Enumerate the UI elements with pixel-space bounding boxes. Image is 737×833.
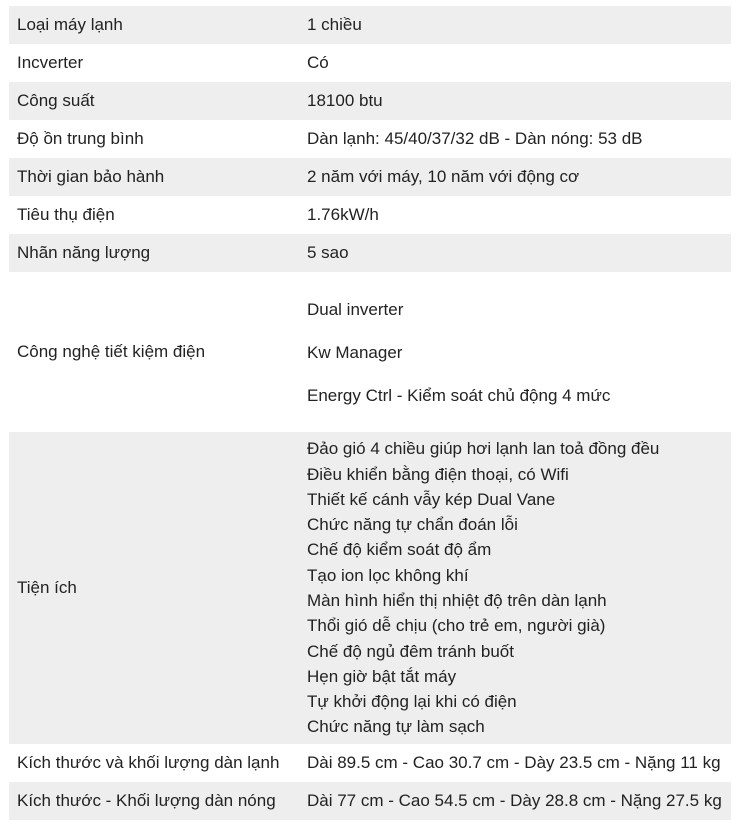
- spec-label: Công suất: [9, 82, 291, 120]
- list-item: Tạo ion lọc không khí: [307, 565, 469, 585]
- spec-row-inverter: [9, 44, 731, 82]
- list-item: Màn hình hiển thị nhiệt độ trên dàn lạnh: [307, 591, 607, 610]
- list-item: Thổi gió dễ chịu (cho trẻ em, người già): [307, 616, 606, 636]
- spec-label: Công nghệ tiết kiệm điện: [17, 342, 206, 361]
- list-item: Kw Manager: [307, 342, 403, 362]
- spec-value: Có: [307, 53, 329, 72]
- spec-value: 18100 btu: [291, 82, 731, 120]
- spec-row-energy-label: [9, 234, 731, 272]
- spec-row-indoor-size: [9, 744, 731, 782]
- spec-value: 1.76kW/h: [307, 205, 379, 224]
- spec-label: Nhãn năng lượng: [9, 234, 291, 272]
- spec-label: Độ ồn trung bình: [17, 129, 144, 148]
- spec-value: 5 sao: [291, 234, 731, 272]
- spec-label: Kích thước và khối lượng dàn lạnh: [17, 753, 280, 772]
- list-item: Tự khởi động lại khi có điện: [307, 692, 517, 712]
- list-item: Chức năng tự chẩn đoán lỗi: [307, 515, 518, 535]
- list-item: Điều khiển bằng điện thoại, có Wifi: [307, 464, 569, 484]
- spec-label: Tiện ích: [9, 432, 291, 744]
- list-item: Energy Ctrl - Kiểm soát chủ động 4 mức: [307, 385, 611, 405]
- spec-label: Tiêu thụ điện: [17, 205, 115, 224]
- list-item: Hẹn giờ bật tắt máy: [307, 666, 457, 686]
- list-item: Thiết kế cánh vẫy kép Dual Vane: [307, 489, 556, 509]
- spec-value-list: [291, 432, 731, 744]
- list-item: Chế độ ngủ đêm tránh buốt: [307, 641, 514, 661]
- list-item: Chức năng tự làm sạch: [307, 717, 485, 737]
- spec-label: Thời gian bảo hành: [9, 158, 291, 196]
- spec-row-capacity: [9, 82, 731, 120]
- spec-label: Loại máy lạnh: [9, 6, 291, 44]
- list-item: Đảo gió 4 chiều giúp hơi lạnh lan toả đồng đều: [307, 439, 660, 459]
- spec-value: Dài 77 cm - Cao 54.5 cm - Dày 28.8 cm - Nặng 27.5 kg: [291, 782, 731, 820]
- spec-row-energy-tech: [9, 272, 731, 432]
- spec-label: Incverter: [17, 53, 84, 72]
- spec-row-noise: [9, 120, 731, 158]
- spec-label: Kích thước - Khối lượng dàn nóng: [9, 782, 291, 820]
- spec-value: 1 chiều: [291, 6, 731, 44]
- spec-value: Dàn lạnh: 45/40/37/32 dB - Dàn nóng: 53 dB: [307, 129, 643, 148]
- list-item: Dual inverter: [307, 299, 404, 319]
- spec-row-utilities: [9, 432, 731, 744]
- list-item: Chế độ kiểm soát độ ẩm: [307, 540, 492, 560]
- spec-row-type: [9, 6, 731, 44]
- spec-table: [9, 6, 731, 820]
- spec-value: 2 năm với máy, 10 năm với động cơ: [291, 158, 731, 196]
- spec-row-outdoor-size: [9, 782, 731, 820]
- spec-row-warranty: [9, 158, 731, 196]
- spec-row-power: [9, 196, 731, 234]
- spec-value: Dài 89.5 cm - Cao 30.7 cm - Dày 23.5 cm - Nặng 11 kg: [307, 753, 721, 772]
- spec-value-list: [291, 272, 731, 432]
